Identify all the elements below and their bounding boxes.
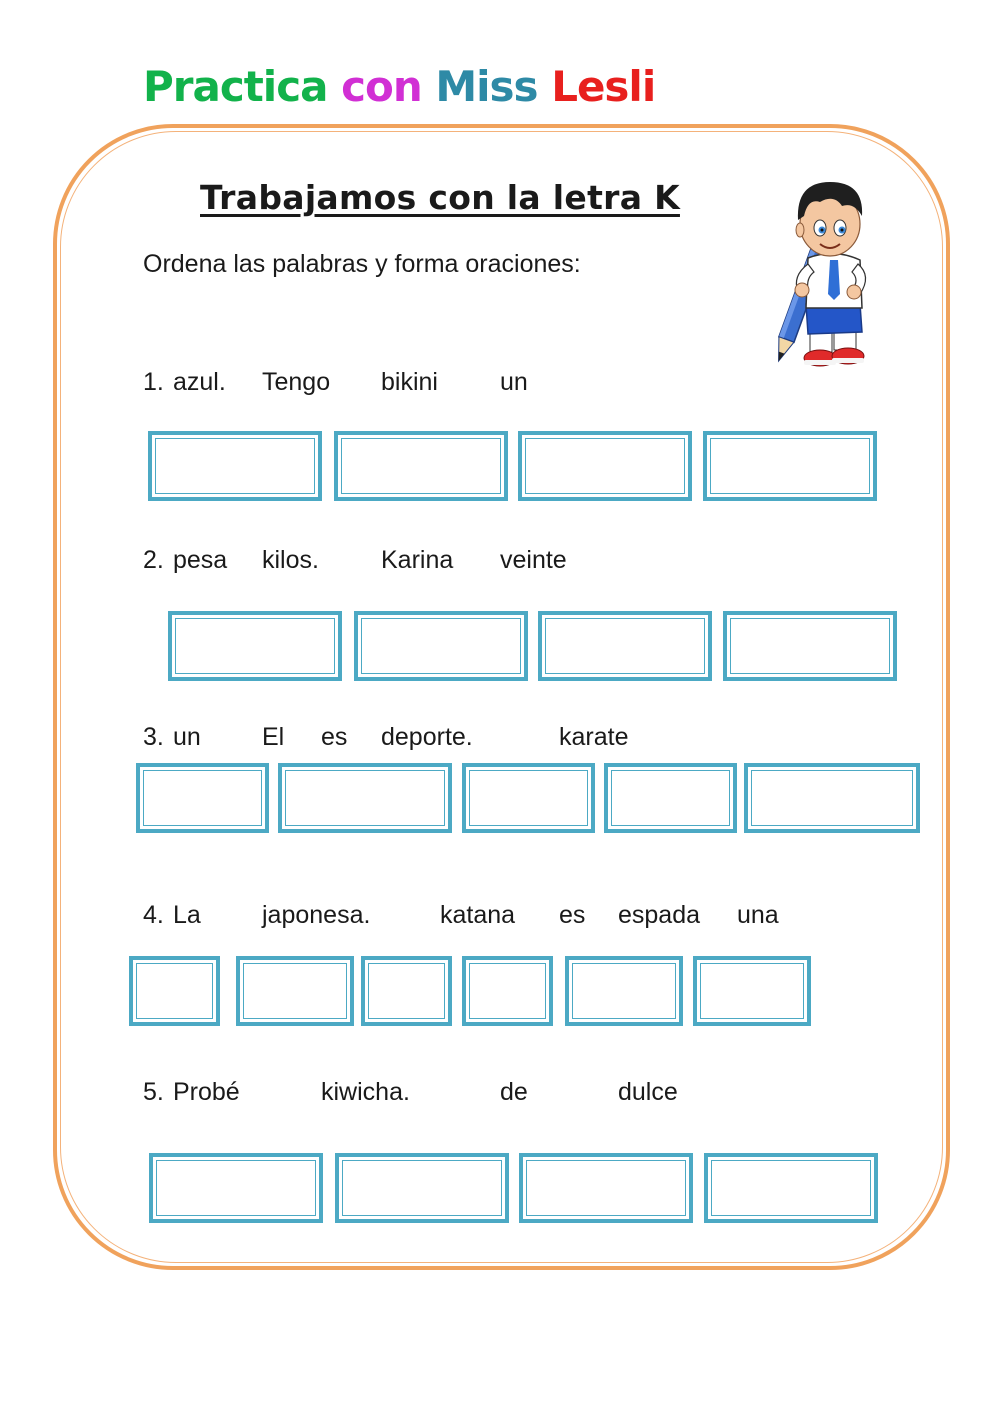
exercise-1	[143, 368, 743, 400]
answer-box-2-2[interactable]	[354, 611, 528, 681]
brand-title	[143, 62, 655, 111]
exercise-1-word-4: un	[500, 368, 528, 396]
brand-word-practica: Practica	[143, 62, 328, 111]
exercise-2-number: 2.	[143, 546, 164, 574]
answer-box-3-1[interactable]	[136, 763, 269, 833]
answer-box-2-4[interactable]	[723, 611, 897, 681]
answer-box-4-1[interactable]	[129, 956, 220, 1026]
answer-box-5-3[interactable]	[519, 1153, 693, 1223]
answer-box-1-3[interactable]	[518, 431, 692, 501]
exercise-3-word-4: deporte.	[381, 723, 473, 751]
exercise-4-word-6: una	[737, 901, 779, 929]
exercise-3-word-2: El	[262, 723, 285, 751]
answer-box-2-1[interactable]	[168, 611, 342, 681]
answer-box-5-2[interactable]	[335, 1153, 509, 1223]
exercise-5	[143, 1078, 743, 1110]
exercise-4-word-3: katana	[440, 901, 516, 929]
exercise-1-word-1: azul.	[173, 368, 226, 396]
exercise-2-word-1: pesa	[173, 546, 228, 574]
answer-box-3-3[interactable]	[462, 763, 595, 833]
answer-box-3-4[interactable]	[604, 763, 737, 833]
answer-box-1-1[interactable]	[148, 431, 322, 501]
exercise-2-word-2: kilos.	[262, 546, 319, 574]
answer-box-4-4[interactable]	[462, 956, 553, 1026]
brand-word-con: con	[341, 62, 422, 111]
answer-box-4-6[interactable]	[693, 956, 811, 1026]
exercise-2-word-4: veinte	[500, 546, 567, 574]
brand-word-miss: Miss	[435, 62, 538, 111]
exercise-1-number: 1.	[143, 368, 164, 396]
exercise-5-number: 5.	[143, 1078, 164, 1106]
exercise-1-word-3: bikini	[381, 368, 438, 396]
answer-box-4-5[interactable]	[565, 956, 683, 1026]
answer-box-2-3[interactable]	[538, 611, 712, 681]
exercise-5-word-2: kiwicha.	[321, 1078, 410, 1106]
exercise-5-word-4: dulce	[618, 1078, 678, 1106]
answer-box-3-5[interactable]	[744, 763, 920, 833]
exercise-2-word-3: Karina	[381, 546, 454, 574]
worksheet-title: Trabajamos con la letra K	[200, 178, 680, 217]
answer-box-5-4[interactable]	[704, 1153, 878, 1223]
exercise-4-word-2: japonesa.	[262, 901, 371, 929]
boy-with-pencil-illustration	[768, 172, 880, 376]
exercise-4	[143, 901, 843, 933]
exercise-4-number: 4.	[143, 901, 164, 929]
exercise-2	[143, 546, 743, 578]
answer-box-3-2[interactable]	[278, 763, 452, 833]
answer-box-4-2[interactable]	[236, 956, 354, 1026]
exercise-1-word-2: Tengo	[262, 368, 331, 396]
exercise-5-word-3: de	[500, 1078, 528, 1106]
exercise-3	[143, 723, 743, 755]
worksheet-instructions: Ordena las palabras y forma oraciones:	[143, 250, 581, 278]
exercise-4-word-4: es	[559, 901, 586, 929]
exercise-3-word-1: un	[173, 723, 201, 751]
exercise-5-word-1: Probé	[173, 1078, 240, 1106]
answer-box-1-4[interactable]	[703, 431, 877, 501]
exercise-4-word-5: espada	[618, 901, 701, 929]
exercise-3-word-3: es	[321, 723, 348, 751]
exercise-4-word-1: La	[173, 901, 201, 929]
answer-box-4-3[interactable]	[361, 956, 452, 1026]
answer-box-1-2[interactable]	[334, 431, 508, 501]
exercise-3-number: 3.	[143, 723, 164, 751]
answer-box-5-1[interactable]	[149, 1153, 323, 1223]
brand-word-lesli: Lesli	[551, 62, 656, 111]
exercise-3-word-5: karate	[559, 723, 629, 751]
